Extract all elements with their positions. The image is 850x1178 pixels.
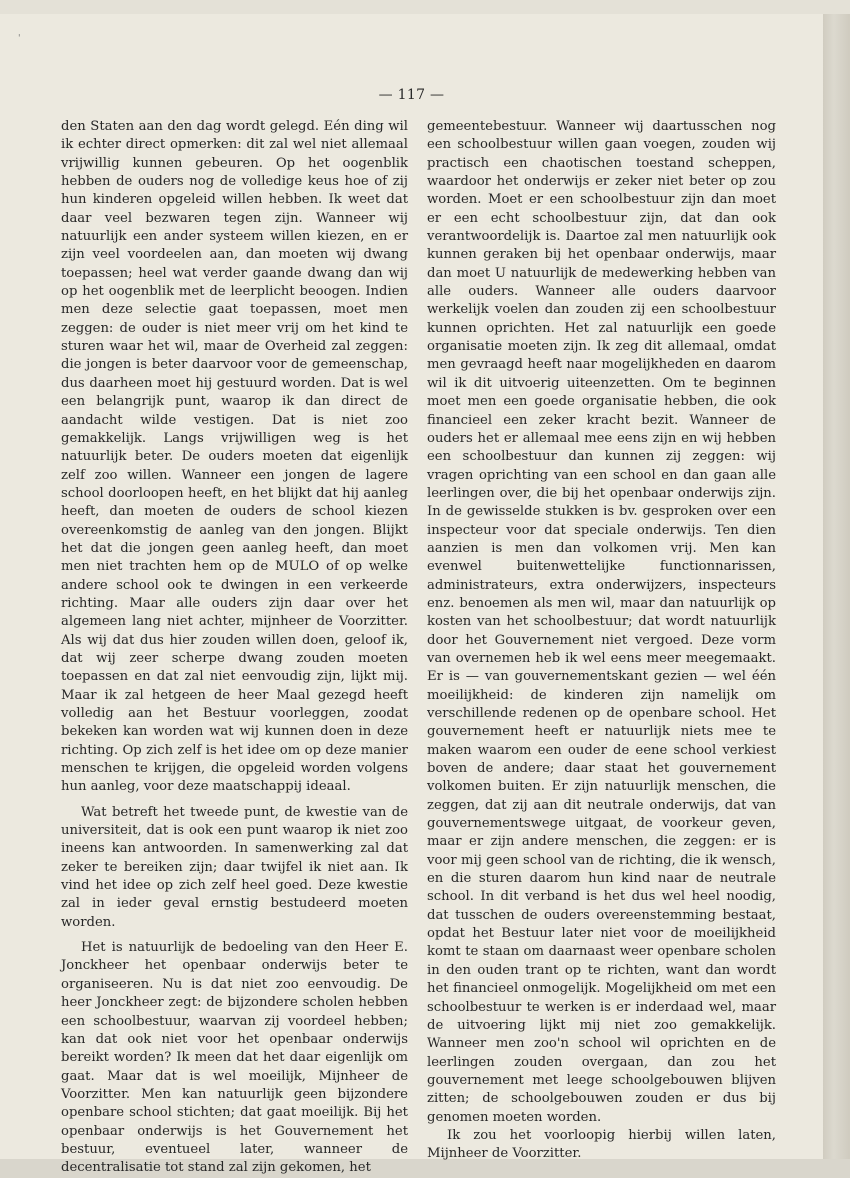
paragraph: Het is natuurlijk de bedoeling van den Heer E. Jonckheer het openbaar onderwijs beter te organiseeren. Nu is dat niet zoo eenvoudig. De heer Jonckheer zegt: de bijzondere scholen hebben een schoolbestuur, waarvan zij voordeel hebben; kan dat ook niet voor het openbaar onderwijs bereikt worden? Ik meen dat het daar eigenlijk om gaat. Maar dat is wel moeilijk, Mijnheer de Voorzitter. Men kan natuurlijk geen bijzondere openbare school stichten; dat gaat moeilijk. Bij het openbaar onderwijs is het Gouvernement het bestuur, eventueel later, wanneer de decentralisatie tot stand zal zijn gekomen, het xyxy=(61,940,408,1176)
paragraph: Ik zou het voorloopig hierbij willen laten, Mijnheer de Voorzitter. xyxy=(427,1127,776,1162)
corner-mark: ' xyxy=(18,34,21,44)
right-column xyxy=(427,118,776,1164)
scan-top-strip xyxy=(0,0,850,15)
paragraph: Wat betreft het tweede punt, de kwestie van de universiteit, dat is ook een punt waarop ik niet zoo ineens kan antwoorden. In samenwerking zal dat zeker te bereiken zijn; daar twijfel ik niet aan. Ik vind het idee op zich zelf heel goed. Deze kwestie zal in ieder geval ernstig bestudeerd moeten worden. xyxy=(61,804,408,930)
page-number: — 117 — xyxy=(378,87,445,103)
paragraph: gemeentebestuur. Wanneer wij daartusschen nog een schoolbestuur willen gaan voegen, zouden wij practisch een chaotischen toestand scheppen, waardoor het onderwijs er zeker niet beter op zou worden. Moet er een schoolbestuur zijn dan moet er een echt schoolbestuur zijn, dat dan ook verantwoordelijk is. Daartoe zal men natuurlijk ook kunnen geraken bij het openbaar onderwijs, maar dan moet U natuurlijk de medewerking hebben van alle ouders. Wanneer alle ouders daarvoor werkelijk voelen dan zouden zij een schoolbestuur kunnen oprichten. Het zal natuurlijk een goede organisatie moeten zijn. Ik zeg dit allemaal, omdat men gevraagd heeft naar mogelijkheden en daarom wil ik dit uitvoerig uiteenzetten. Om te beginnen moet men een goede organisatie hebben, die ook financieel een zeker kracht bezit. Wanneer de ouders het er allemaal mee eens zijn en wij hebben een schoolbestuur dan kunnen zij zeggen: wij vragen oprichting van een school en dan gaan alle leerlingen over, die bij het openbaar onderwijs zijn. In de gewisselde stukken is bv. gesproken over een inspecteur voor dat speciale onderwijs. Ten dien aanzien is men dan volkomen vrij. Men kan evenwel buitenwettelijke functionnarissen, administrateurs, extra onderwijzers, inspecteurs enz. benoemen als men wil, maar dan natuurlijk op kosten van het schoolbestuur; dat wordt natuurlijk door het Gouvernement niet vergoed. Deze vorm van overnemen heb ik wel eens meer meegemaakt. Er is — van gouvernementskant gezien — wel één moeilijkheid: de kinderen zijn namelijk om verschillende redenen op de openbare school. Het gouvernement heeft er natuurlijk niets mee te maken waarom een ouder de eene school verkiest boven de andere; daar staat het gouvernement volkomen buiten. Er zijn natuurlijk menschen, die zeggen, dat zij aan dit neutrale onderwijs, dat van gouvernementswege uitgaat, de voorkeur geven, maar er zijn andere menschen, die zeggen: er is voor mij geen school van de richting, die ik wensch, en die sturen daarom hun kind naar de neutrale school. In dit verband is het dus wel heel noodig, dat tusschen de ouders overeenstemming bestaat, opdat het Bestuur later niet voor de moeilijkheid komt te staan om daarnaast weer openbare scholen in den ouden trant op te richten, want dan wordt het financieel onmogelijk. Mogelijkheid om met een schoolbestuur te werken is er inderdaad wel, maar de uitvoering lijkt mij niet zoo gemakkelijk. Wanneer men zoo'n school wil oprichten en de leerlingen zouden overgaan, dan zou het gouvernement met leege schoolgebouwen blijven zitten; de schoolgebouwen zouden er dus bij genomen moeten worden. xyxy=(427,119,776,1125)
left-column xyxy=(61,118,408,1178)
paragraph: den Staten aan den dag wordt gelegd. Eén ding wil ik echter direct opmerken: dit zal wel niet allemaal vrijwillig kunnen gebeuren. Op het oogenblik hebben de ouders nog de volledige keus hoe of zij hun kinderen opgeleid willen hebben. Ik weet dat daar veel bezwaren tegen zijn. Wanneer wij natuurlijk een ander systeem willen kiezen, en er zijn veel voordeelen aan, dan moeten wij dwang toepassen; heel wat verder gaande dwang dan wij op het oogenblik met de leerplicht beoogen. Indien men deze selectie gaat toepassen, moet men zeggen: de ouder is niet meer vrij om het kind te sturen waar het wil, maar de Overheid zal zeggen: die jongen is beter daarvoor voor de gemeenschap, dus daarheen moet hij gestuurd worden. Dat is wel een belangrijk punt, waarop ik dan direct de aandacht wilde vestigen. Dat is niet zoo gemakkelijk. Langs vrijwilligen weg is het natuurlijk beter. De ouders moeten dat eigenlijk zelf zoo willen. Wanneer een jongen de lagere school doorloopen heeft, en het blijkt dat hij aanleg heeft, dan moeten de ouders de school kiezen overeenkomstig de aanleg van den jongen. Blijkt het dat die jongen geen aanleg heeft, dan moet men niet trachten hem op de MULO of op welke andere school ook te dwingen in een verkeerde richting. Maar alle ouders zijn daar over het algemeen lang niet achter, mijnheer de Voorzitter. Als wij dat dus hier zouden willen doen, geloof ik, dat wij zeer scherpe dwang zouden moeten toepassen en dat zal niet eenvoudig zijn, lijkt mij. Maar ik zal hetgeen de heer Maal gezegd heeft volledig aan het Bestuur voorleggen, zoodat bekeken kan worden wat wij kunnen doen in deze richting. Op zich zelf is het idee om op deze manier menschen te krijgen, die opgeleid worden volgens hun aanleg, voor deze maatschappij ideaal. xyxy=(61,119,408,795)
document-page xyxy=(0,14,823,1176)
page-edge xyxy=(823,14,850,1159)
